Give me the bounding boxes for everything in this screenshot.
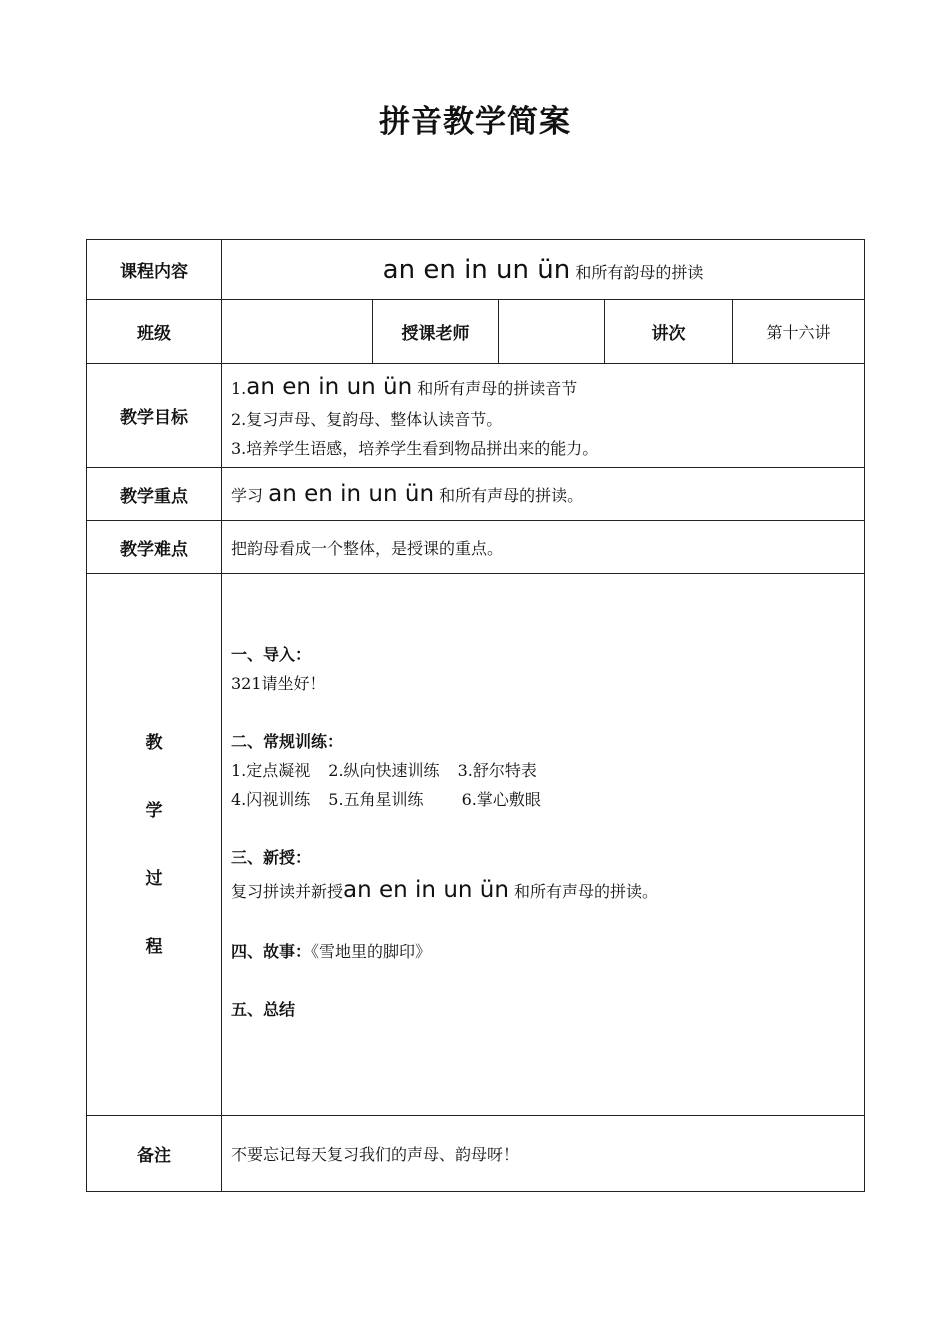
section-summary-title: 五、总结 [231, 1000, 296, 1019]
new-prefix: 复习拼读并新授 [231, 882, 344, 901]
teacher-value [499, 300, 605, 364]
section-story [231, 937, 864, 966]
goal-1-suffix: 和所有声母的拼读音节 [417, 378, 578, 398]
training-item: 6.掌心敷眼 [461, 790, 541, 809]
difficulty-content: 把韵母看成一个整体，是授课的重点。 [222, 521, 865, 574]
section-new-title: 三、新授： [231, 848, 312, 867]
new-pinyin: an en in un ün [343, 877, 509, 903]
goal-line-2: 2.复习声母、复韵母、整体认读音节。 [231, 409, 503, 429]
focus-row [87, 468, 865, 521]
process-label-char: 过 [145, 868, 163, 889]
process-label-char: 教 [145, 732, 163, 753]
focus-pinyin: an en in un ün [268, 481, 435, 507]
goals-row [87, 364, 865, 468]
focus-suffix: 和所有声母的拼读。 [439, 486, 584, 505]
process-label-char: 学 [145, 800, 163, 821]
goal-1-pinyin: an en in un ün [246, 373, 413, 400]
session-value: 第十六讲 [733, 300, 865, 364]
training-item: 1.定点凝视 [231, 761, 311, 780]
process-row [87, 574, 865, 1116]
course-pinyin: an en in un ün [382, 254, 571, 285]
training-item: 2.纵向快速训练 [328, 761, 440, 780]
goals-content [222, 364, 865, 468]
class-label: 班级 [87, 300, 222, 364]
course-label: 课程内容 [87, 240, 222, 300]
difficulty-row [87, 521, 865, 574]
teacher-label: 授课老师 [373, 300, 499, 364]
notes-row [87, 1116, 865, 1192]
difficulty-label: 教学难点 [87, 521, 222, 574]
lesson-plan-table [86, 239, 865, 1192]
section-story-title: 四、故事： [231, 942, 312, 961]
section-intro-title: 一、导入： [231, 645, 312, 664]
section-training-title: 二、常规训练： [231, 732, 344, 751]
training-line-2 [231, 785, 864, 814]
goal-line-1 [231, 369, 864, 405]
notes-label: 备注 [87, 1116, 222, 1192]
focus-content [222, 468, 865, 521]
process-label-char: 程 [145, 936, 163, 957]
section-new-text [231, 872, 864, 908]
class-value [222, 300, 373, 364]
goal-1-prefix: 1. [231, 378, 247, 398]
page-title: 拼音教学简案 [379, 104, 571, 140]
training-item: 3.舒尔特表 [457, 761, 537, 780]
notes-content: 不要忘记每天复习我们的声母、韵母呀！ [222, 1116, 865, 1192]
focus-prefix: 学习 [231, 486, 264, 505]
process-label [87, 574, 222, 1116]
course-row [87, 240, 865, 300]
training-line-1 [231, 756, 864, 785]
new-suffix: 和所有声母的拼读。 [514, 882, 659, 901]
section-story-text: 《雪地里的脚印》 [311, 942, 432, 961]
process-content [222, 574, 865, 1116]
goal-line-3: 3.培养学生语感，培养学生看到物品拼出来的能力。 [231, 438, 599, 458]
course-content [222, 240, 865, 300]
course-suffix: 和所有韵母的拼读 [575, 262, 704, 282]
section-intro-text: 321请坐好！ [231, 674, 326, 693]
info-row [87, 300, 865, 364]
training-item: 4.闪视训练 [231, 790, 311, 809]
goals-label: 教学目标 [87, 364, 222, 468]
focus-label: 教学重点 [87, 468, 222, 521]
training-item: 5.五角星训练 [328, 790, 424, 809]
session-label: 讲次 [605, 300, 733, 364]
